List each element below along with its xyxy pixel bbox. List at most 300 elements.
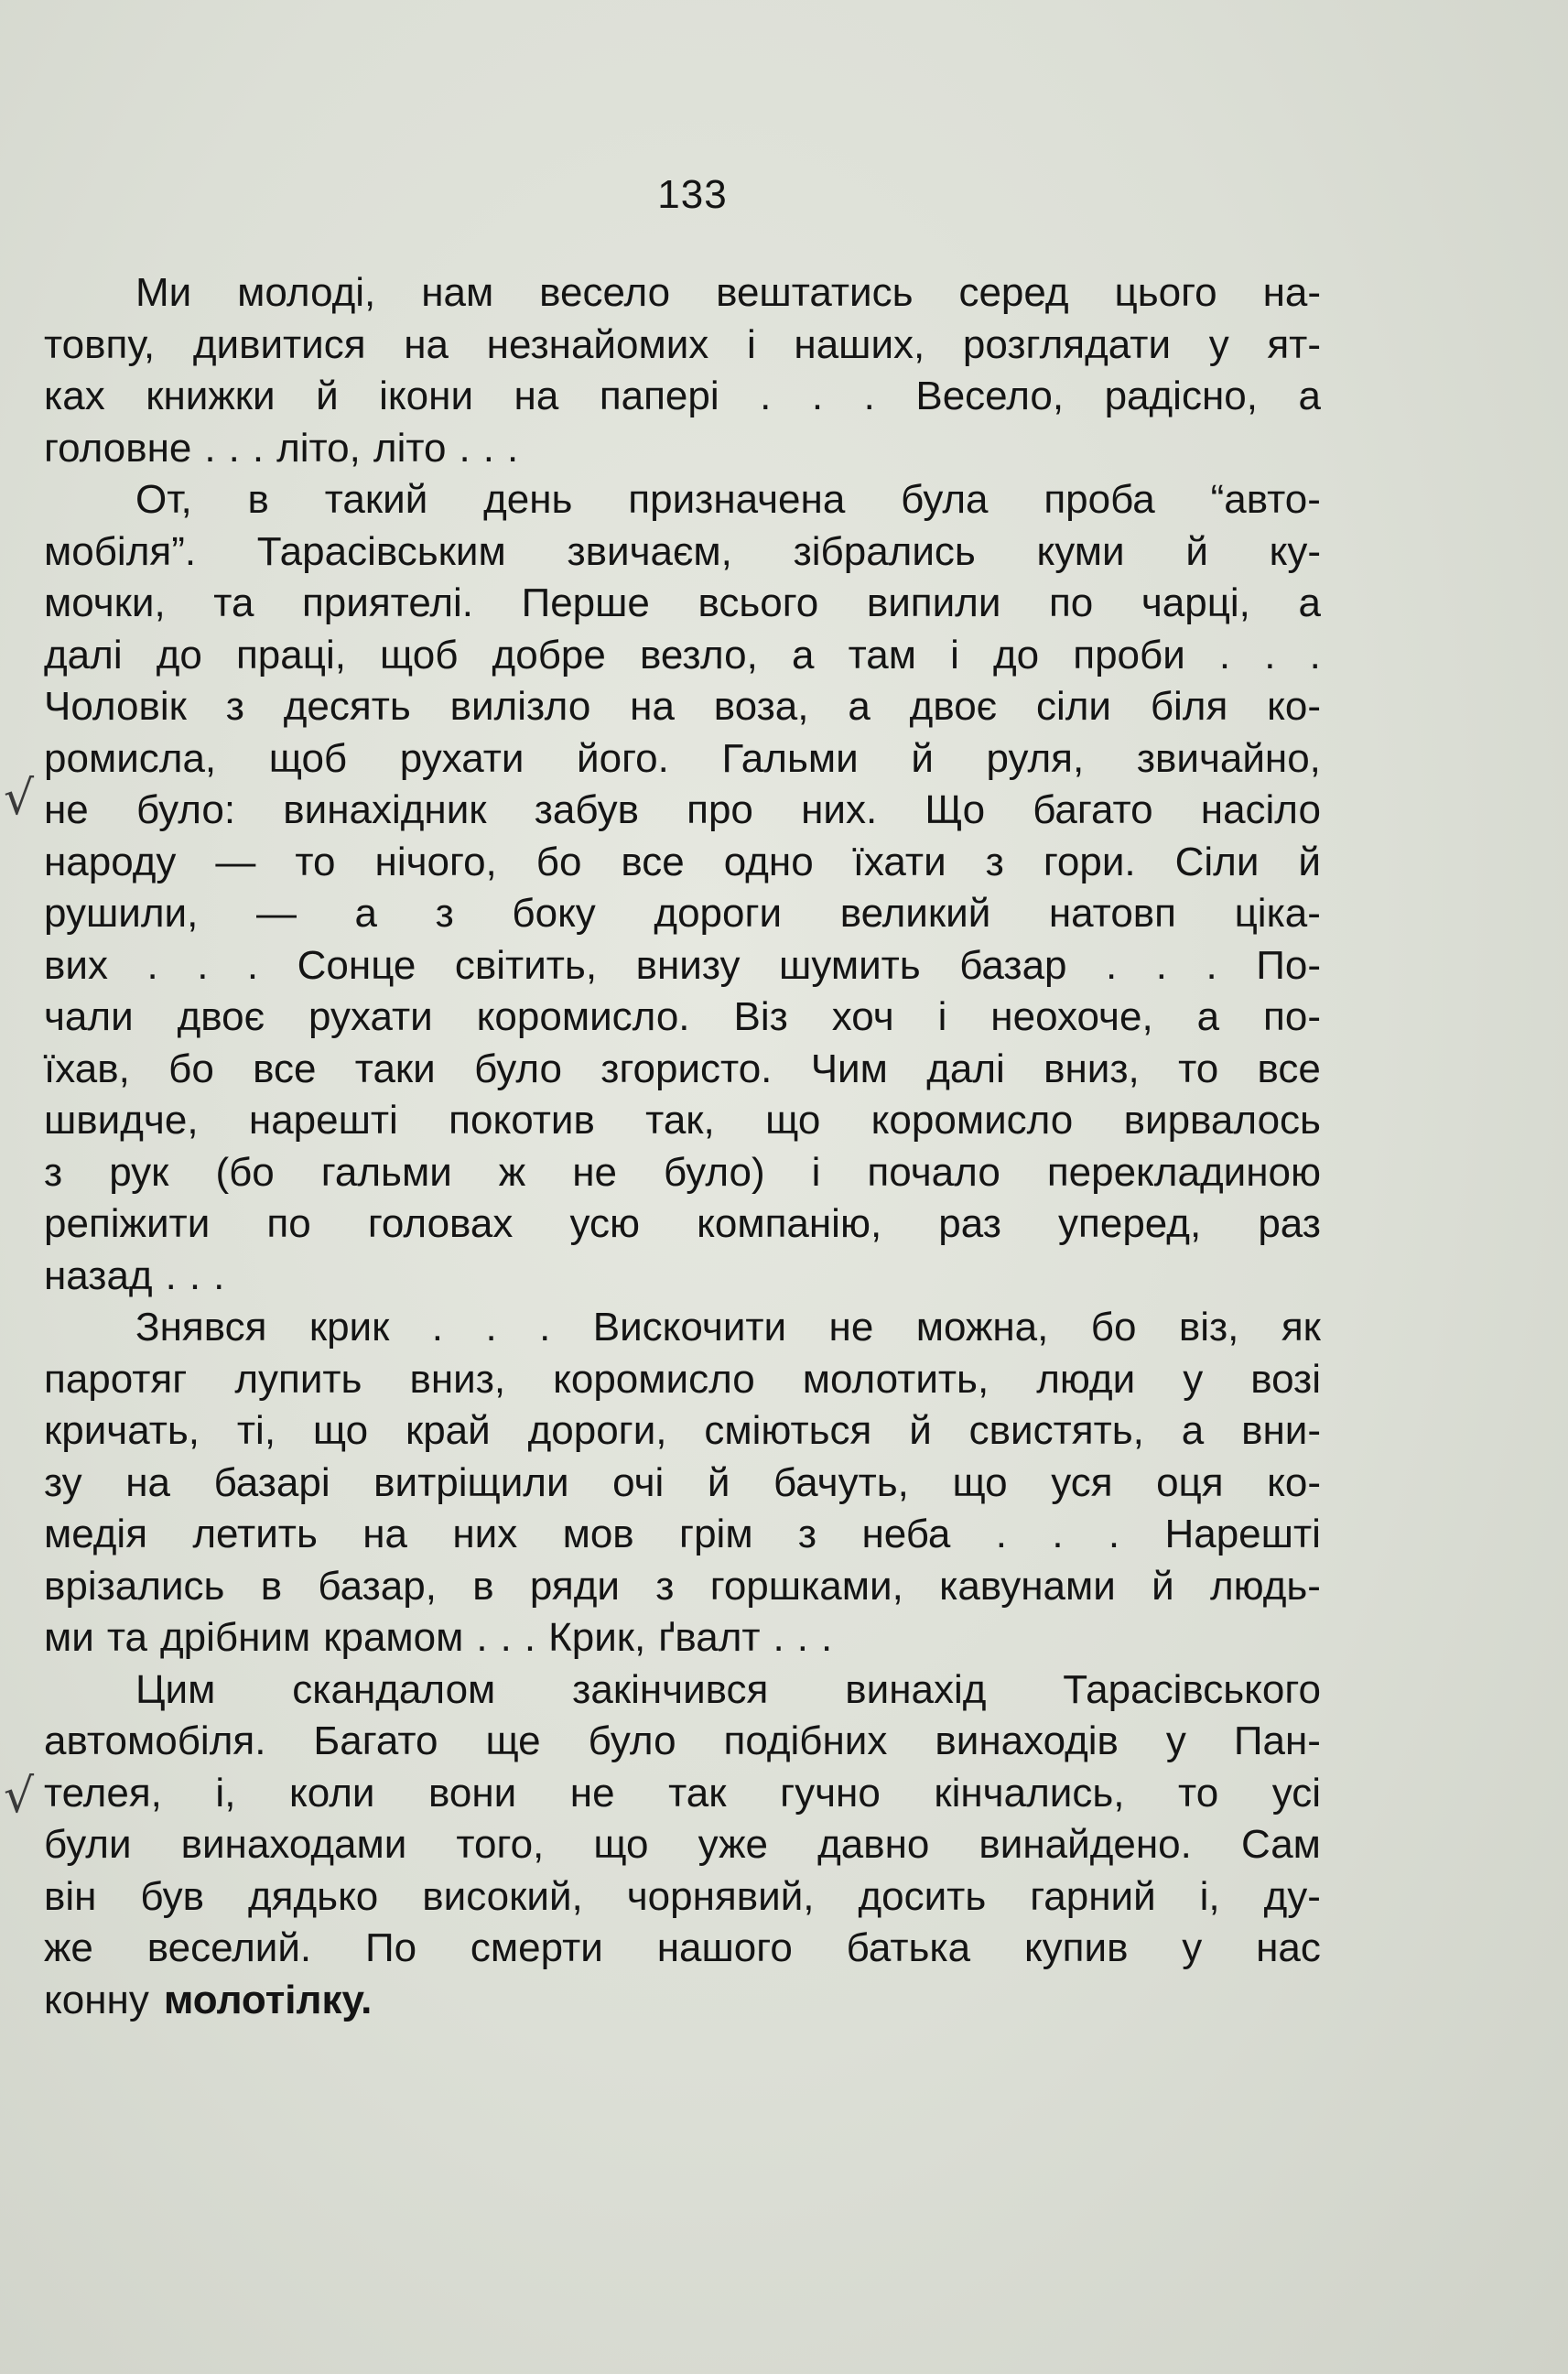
word: смерти xyxy=(470,1925,603,1970)
word: зу xyxy=(44,1459,82,1505)
word: чорнявий, xyxy=(626,1873,815,1919)
word: . xyxy=(228,425,240,471)
word: по- xyxy=(1263,994,1321,1039)
word: . xyxy=(252,425,265,471)
word: не xyxy=(572,1149,618,1195)
word: не xyxy=(44,787,89,832)
word: вилізло xyxy=(449,684,591,729)
word: Ми xyxy=(135,270,192,315)
word: кричать, xyxy=(44,1408,200,1453)
word: бо xyxy=(535,839,582,884)
word: було xyxy=(474,1046,562,1091)
word: у xyxy=(1165,1718,1186,1763)
word: з xyxy=(655,1563,675,1609)
word: вих xyxy=(44,942,108,988)
word: винаходами xyxy=(180,1822,407,1867)
word: і xyxy=(937,994,947,1039)
word: неба xyxy=(861,1512,951,1556)
word: ках xyxy=(44,374,105,418)
word: Що xyxy=(925,787,986,832)
word: в xyxy=(260,1563,283,1609)
text-line xyxy=(44,837,1321,889)
word: розглядати xyxy=(962,321,1172,367)
word: день xyxy=(483,477,573,522)
word: . xyxy=(485,1305,497,1350)
word: Тарасівського xyxy=(1063,1666,1321,1712)
word: й xyxy=(316,374,339,418)
word: По xyxy=(364,1925,417,1970)
word: батька xyxy=(846,1925,971,1970)
text-line xyxy=(44,1354,1321,1406)
word: їхати xyxy=(852,839,946,884)
word: . xyxy=(1106,942,1118,988)
word: . xyxy=(146,942,158,988)
word: скандалом xyxy=(292,1666,496,1712)
margin-checkmark: √ xyxy=(4,1769,35,1824)
word: біля xyxy=(1150,684,1228,729)
word: горшками, xyxy=(709,1563,903,1609)
word: назад xyxy=(44,1252,153,1298)
word: і xyxy=(811,1149,821,1195)
word: був xyxy=(140,1873,205,1919)
word: добре xyxy=(492,632,606,678)
word: руля, xyxy=(986,735,1085,781)
word: Чоловік xyxy=(44,684,187,729)
word: головах xyxy=(367,1201,514,1246)
word: до xyxy=(156,632,202,678)
word: . xyxy=(995,1512,1007,1556)
word: винахід xyxy=(845,1666,987,1712)
word: у xyxy=(1182,1925,1203,1970)
word: було) xyxy=(664,1149,765,1195)
word: щоб xyxy=(380,632,459,678)
word: край xyxy=(405,1408,491,1453)
word: . xyxy=(506,425,519,471)
word: нічого, xyxy=(374,839,497,884)
word: бачуть, xyxy=(773,1459,909,1505)
word: й xyxy=(1185,528,1208,574)
word: очі xyxy=(612,1459,665,1505)
word: на xyxy=(362,1512,407,1556)
word: раз xyxy=(938,1201,1001,1246)
word: не xyxy=(828,1305,874,1350)
word: а xyxy=(354,891,378,936)
word: . xyxy=(796,1615,808,1660)
word: й xyxy=(1152,1563,1174,1609)
word: у xyxy=(1183,1356,1204,1402)
word: швидче, xyxy=(44,1098,199,1143)
word: крик xyxy=(308,1305,390,1350)
word: світить, xyxy=(454,942,598,988)
word: . xyxy=(476,1615,488,1660)
word: на xyxy=(514,374,559,418)
word: веселий. xyxy=(146,1925,312,1970)
word: і, xyxy=(1199,1873,1220,1919)
text-line xyxy=(44,1458,1321,1510)
word: Сам xyxy=(1240,1822,1321,1867)
word: (бо xyxy=(215,1149,275,1195)
word: вештатись xyxy=(716,270,914,315)
text-line xyxy=(44,1044,1321,1096)
word: досить xyxy=(858,1873,987,1919)
word: . xyxy=(863,374,875,418)
word: . xyxy=(539,1305,551,1350)
text-line xyxy=(44,888,1321,940)
word: то xyxy=(295,839,336,884)
word: вниз, xyxy=(409,1356,506,1402)
word: Знявся xyxy=(135,1305,267,1350)
text-line xyxy=(44,1147,1321,1199)
word: Тарасівським xyxy=(256,528,506,574)
word: так xyxy=(668,1770,727,1816)
text-line-final xyxy=(44,1975,1321,2027)
word: ряди xyxy=(529,1563,620,1609)
word: ґвалт xyxy=(658,1615,761,1660)
text-line xyxy=(44,526,1321,579)
word: закінчився xyxy=(572,1666,769,1712)
word: радісно, xyxy=(1104,374,1258,418)
word: мов xyxy=(562,1512,634,1556)
word: внизу xyxy=(635,942,741,988)
word: винайдено. xyxy=(979,1822,1192,1867)
word: високий, xyxy=(422,1873,583,1919)
word: грім xyxy=(679,1512,753,1556)
word: оця xyxy=(1156,1459,1224,1505)
word: уже xyxy=(697,1822,768,1867)
word: ще xyxy=(485,1718,541,1763)
word: людь- xyxy=(1209,1563,1321,1609)
word: дрібним xyxy=(159,1615,311,1660)
word: почало xyxy=(867,1149,1000,1195)
word: . xyxy=(821,1615,833,1660)
word: по xyxy=(266,1201,311,1246)
text-line xyxy=(44,1923,1321,1975)
word: . xyxy=(431,1305,444,1350)
word: та xyxy=(106,1615,147,1660)
word: вниз, xyxy=(1044,1046,1140,1091)
word: Весело, xyxy=(915,374,1065,418)
word: Чим xyxy=(810,1046,888,1091)
word: з xyxy=(435,891,454,936)
word: чали xyxy=(44,994,134,1039)
word: возі xyxy=(1250,1356,1321,1402)
word: . xyxy=(482,425,494,471)
word: Пан- xyxy=(1233,1718,1321,1763)
word: винаходів xyxy=(935,1718,1119,1763)
word: . xyxy=(500,1615,512,1660)
word: народу xyxy=(44,839,177,884)
word: мобіля”. xyxy=(44,528,197,574)
word: далі xyxy=(926,1046,1005,1091)
word: покотив xyxy=(449,1098,595,1143)
word: й xyxy=(911,735,934,781)
word: базарі xyxy=(213,1459,330,1505)
word: книжки xyxy=(146,374,276,418)
word: дороги, xyxy=(527,1408,667,1453)
word: По- xyxy=(1256,942,1321,988)
word: десять xyxy=(283,684,411,729)
word: кінчались, xyxy=(934,1770,1125,1816)
word: а xyxy=(792,632,815,678)
word: папері xyxy=(599,374,719,418)
word: . xyxy=(459,425,470,471)
word: того, xyxy=(456,1822,545,1867)
word: проби xyxy=(1073,632,1185,678)
word: незнайомих xyxy=(486,321,709,367)
word: . xyxy=(213,1252,225,1298)
word: були xyxy=(44,1822,132,1867)
text-line xyxy=(44,474,1321,526)
word: молотить, xyxy=(802,1356,989,1402)
word: зібрались xyxy=(793,528,976,574)
word: товпу, xyxy=(44,321,156,367)
word: “авто- xyxy=(1210,477,1321,522)
word: ж xyxy=(498,1149,526,1195)
word: везло, xyxy=(639,632,758,678)
word: . xyxy=(1052,1512,1064,1556)
word: . xyxy=(760,374,772,418)
word: проба xyxy=(1044,477,1155,522)
word: насіло xyxy=(1200,787,1321,832)
word: й xyxy=(1298,839,1321,884)
text-line xyxy=(44,1095,1321,1147)
word: них xyxy=(452,1512,518,1556)
word: все xyxy=(1257,1046,1321,1091)
word: . xyxy=(1155,942,1167,988)
text-line xyxy=(44,267,1321,320)
word: ромисла, xyxy=(44,735,217,781)
word: . xyxy=(1309,632,1321,678)
word: крамом xyxy=(323,1615,464,1660)
word: на xyxy=(404,321,449,367)
word: на- xyxy=(1262,270,1321,315)
word: весело xyxy=(539,270,671,315)
text-line xyxy=(44,1302,1321,1354)
word: вирвалось xyxy=(1123,1098,1321,1143)
word: всього xyxy=(697,580,819,625)
word: телея, xyxy=(44,1770,162,1816)
page-number: 133 xyxy=(657,172,728,217)
word: в xyxy=(472,1563,494,1609)
word: то xyxy=(1178,1770,1219,1816)
word: ікони xyxy=(379,374,474,418)
word: базар, xyxy=(318,1563,437,1609)
word: ку- xyxy=(1269,528,1321,574)
word: серед xyxy=(958,270,1069,315)
word: неохоче, xyxy=(990,994,1153,1039)
word: сіли xyxy=(1035,684,1111,729)
word: такий xyxy=(324,477,428,522)
word: приятелі. xyxy=(301,580,474,625)
word: Віз xyxy=(733,994,788,1039)
word: далі xyxy=(44,632,123,678)
text-line xyxy=(44,1251,1321,1303)
text-line xyxy=(44,1871,1321,1924)
word: щоб xyxy=(268,735,348,781)
word: Сіли xyxy=(1174,839,1260,884)
word: з xyxy=(44,1149,63,1195)
word: врізались xyxy=(44,1563,225,1609)
word: і, xyxy=(215,1770,236,1816)
word: з xyxy=(225,684,244,729)
word: рухати xyxy=(399,735,524,781)
word: мочки, xyxy=(44,580,166,625)
word: було xyxy=(588,1718,676,1763)
text-line xyxy=(44,1716,1321,1768)
word: на xyxy=(125,1459,171,1505)
closing-word: молотілку. xyxy=(163,1977,373,2022)
word: давно xyxy=(817,1822,930,1867)
word: бо xyxy=(168,1046,214,1091)
word: . xyxy=(197,942,209,988)
text-line xyxy=(44,992,1321,1044)
word: гальми xyxy=(320,1149,452,1195)
word: звичайно, xyxy=(1136,735,1321,781)
word: а xyxy=(1181,1408,1205,1453)
word: ко- xyxy=(1267,1459,1321,1505)
word: не xyxy=(569,1770,615,1816)
text-line xyxy=(44,320,1321,372)
word: чарці, xyxy=(1141,580,1250,625)
word: вни- xyxy=(1241,1408,1321,1453)
word: нарешті xyxy=(248,1098,398,1143)
word: призначена xyxy=(628,477,846,522)
word: . xyxy=(1108,1512,1120,1556)
text-line xyxy=(44,681,1321,733)
word: . xyxy=(524,1615,536,1660)
word: натовп xyxy=(1048,891,1177,936)
word: ми xyxy=(44,1615,94,1660)
text-line xyxy=(44,940,1321,992)
word: куми xyxy=(1036,528,1125,574)
word: раз xyxy=(1258,1201,1321,1246)
word: двоє xyxy=(177,994,265,1039)
word: віз, xyxy=(1178,1305,1239,1350)
word: і xyxy=(746,321,756,367)
text-line xyxy=(44,423,1321,475)
word: ті, xyxy=(236,1408,276,1453)
word: лупить xyxy=(234,1356,362,1402)
word: по xyxy=(1048,580,1094,625)
word: гарний xyxy=(1030,1873,1156,1919)
final-line-text: конну xyxy=(44,1977,149,2022)
word: було: xyxy=(135,787,236,832)
word: перекладиною xyxy=(1046,1149,1321,1195)
word: а xyxy=(1298,374,1321,418)
word: ко- xyxy=(1267,684,1321,729)
word: . xyxy=(1206,942,1217,988)
word: коромисло xyxy=(553,1356,755,1402)
word: . xyxy=(246,942,259,988)
word: що xyxy=(952,1459,1008,1505)
word: компанію, xyxy=(697,1201,882,1246)
text-line xyxy=(44,785,1321,837)
word: уперед, xyxy=(1058,1201,1202,1246)
word: . xyxy=(773,1615,784,1660)
word: головне xyxy=(44,425,192,471)
word: — xyxy=(215,839,256,884)
word: сміються xyxy=(704,1408,872,1453)
word: там xyxy=(848,632,916,678)
word: багато xyxy=(1033,787,1153,832)
word: Нарешті xyxy=(1164,1512,1321,1556)
word: рухати xyxy=(308,994,433,1039)
word: шумить xyxy=(779,942,921,988)
word: дороги xyxy=(654,891,783,936)
text-line xyxy=(44,578,1321,630)
word: воза, xyxy=(713,684,809,729)
word: дивитися xyxy=(192,321,366,367)
text-line xyxy=(44,1612,1321,1664)
word: . xyxy=(1218,632,1231,678)
word: можна, xyxy=(915,1305,1049,1350)
word: наших, xyxy=(794,321,925,367)
word: ят- xyxy=(1267,321,1321,367)
word: нашого xyxy=(656,1925,793,1970)
word: праці, xyxy=(235,632,346,678)
text-line xyxy=(44,1561,1321,1613)
word: про xyxy=(687,787,753,832)
word: їхав, xyxy=(44,1046,130,1091)
word: . xyxy=(189,1252,201,1298)
word: забув xyxy=(534,787,639,832)
word: й xyxy=(707,1459,730,1505)
word: кавунами xyxy=(939,1563,1116,1609)
word: витріщили xyxy=(373,1459,569,1505)
word: Вискочити xyxy=(592,1305,787,1350)
text-line xyxy=(44,1509,1321,1561)
word: що xyxy=(765,1098,821,1143)
word: автомобіля. xyxy=(44,1718,266,1763)
word: . xyxy=(204,425,216,471)
word: а xyxy=(848,684,871,729)
margin-checkmark: √ xyxy=(4,771,35,826)
word: медія xyxy=(44,1512,148,1556)
word: він xyxy=(44,1873,97,1919)
text-line xyxy=(44,371,1321,423)
word: . xyxy=(1264,632,1276,678)
word: ду- xyxy=(1263,1873,1321,1919)
text-line xyxy=(44,1768,1321,1820)
word: на xyxy=(630,684,675,729)
word: паротяг xyxy=(44,1356,188,1402)
text-line xyxy=(44,733,1321,786)
word: . xyxy=(165,1252,177,1298)
word: — xyxy=(255,891,297,936)
word: двоє xyxy=(909,684,998,729)
body-text xyxy=(44,267,1321,2026)
word: що xyxy=(312,1408,369,1453)
word: з xyxy=(985,839,1004,884)
word: летить xyxy=(192,1512,318,1556)
word: Сонце xyxy=(297,942,416,988)
word: . xyxy=(811,374,824,418)
word: боку xyxy=(512,891,596,936)
text-line xyxy=(44,1405,1321,1458)
word: таки xyxy=(354,1046,436,1091)
word: Цим xyxy=(135,1666,216,1712)
word: звичаєм, xyxy=(567,528,732,574)
word: От, xyxy=(135,477,192,522)
word: рушили, xyxy=(44,891,199,936)
word: коли xyxy=(288,1770,375,1816)
word: його. xyxy=(577,735,669,781)
word: в xyxy=(247,477,269,522)
word: одно xyxy=(723,839,814,884)
word: базар xyxy=(959,942,1067,988)
word: уся xyxy=(1051,1459,1113,1505)
word: випили xyxy=(866,580,1001,625)
